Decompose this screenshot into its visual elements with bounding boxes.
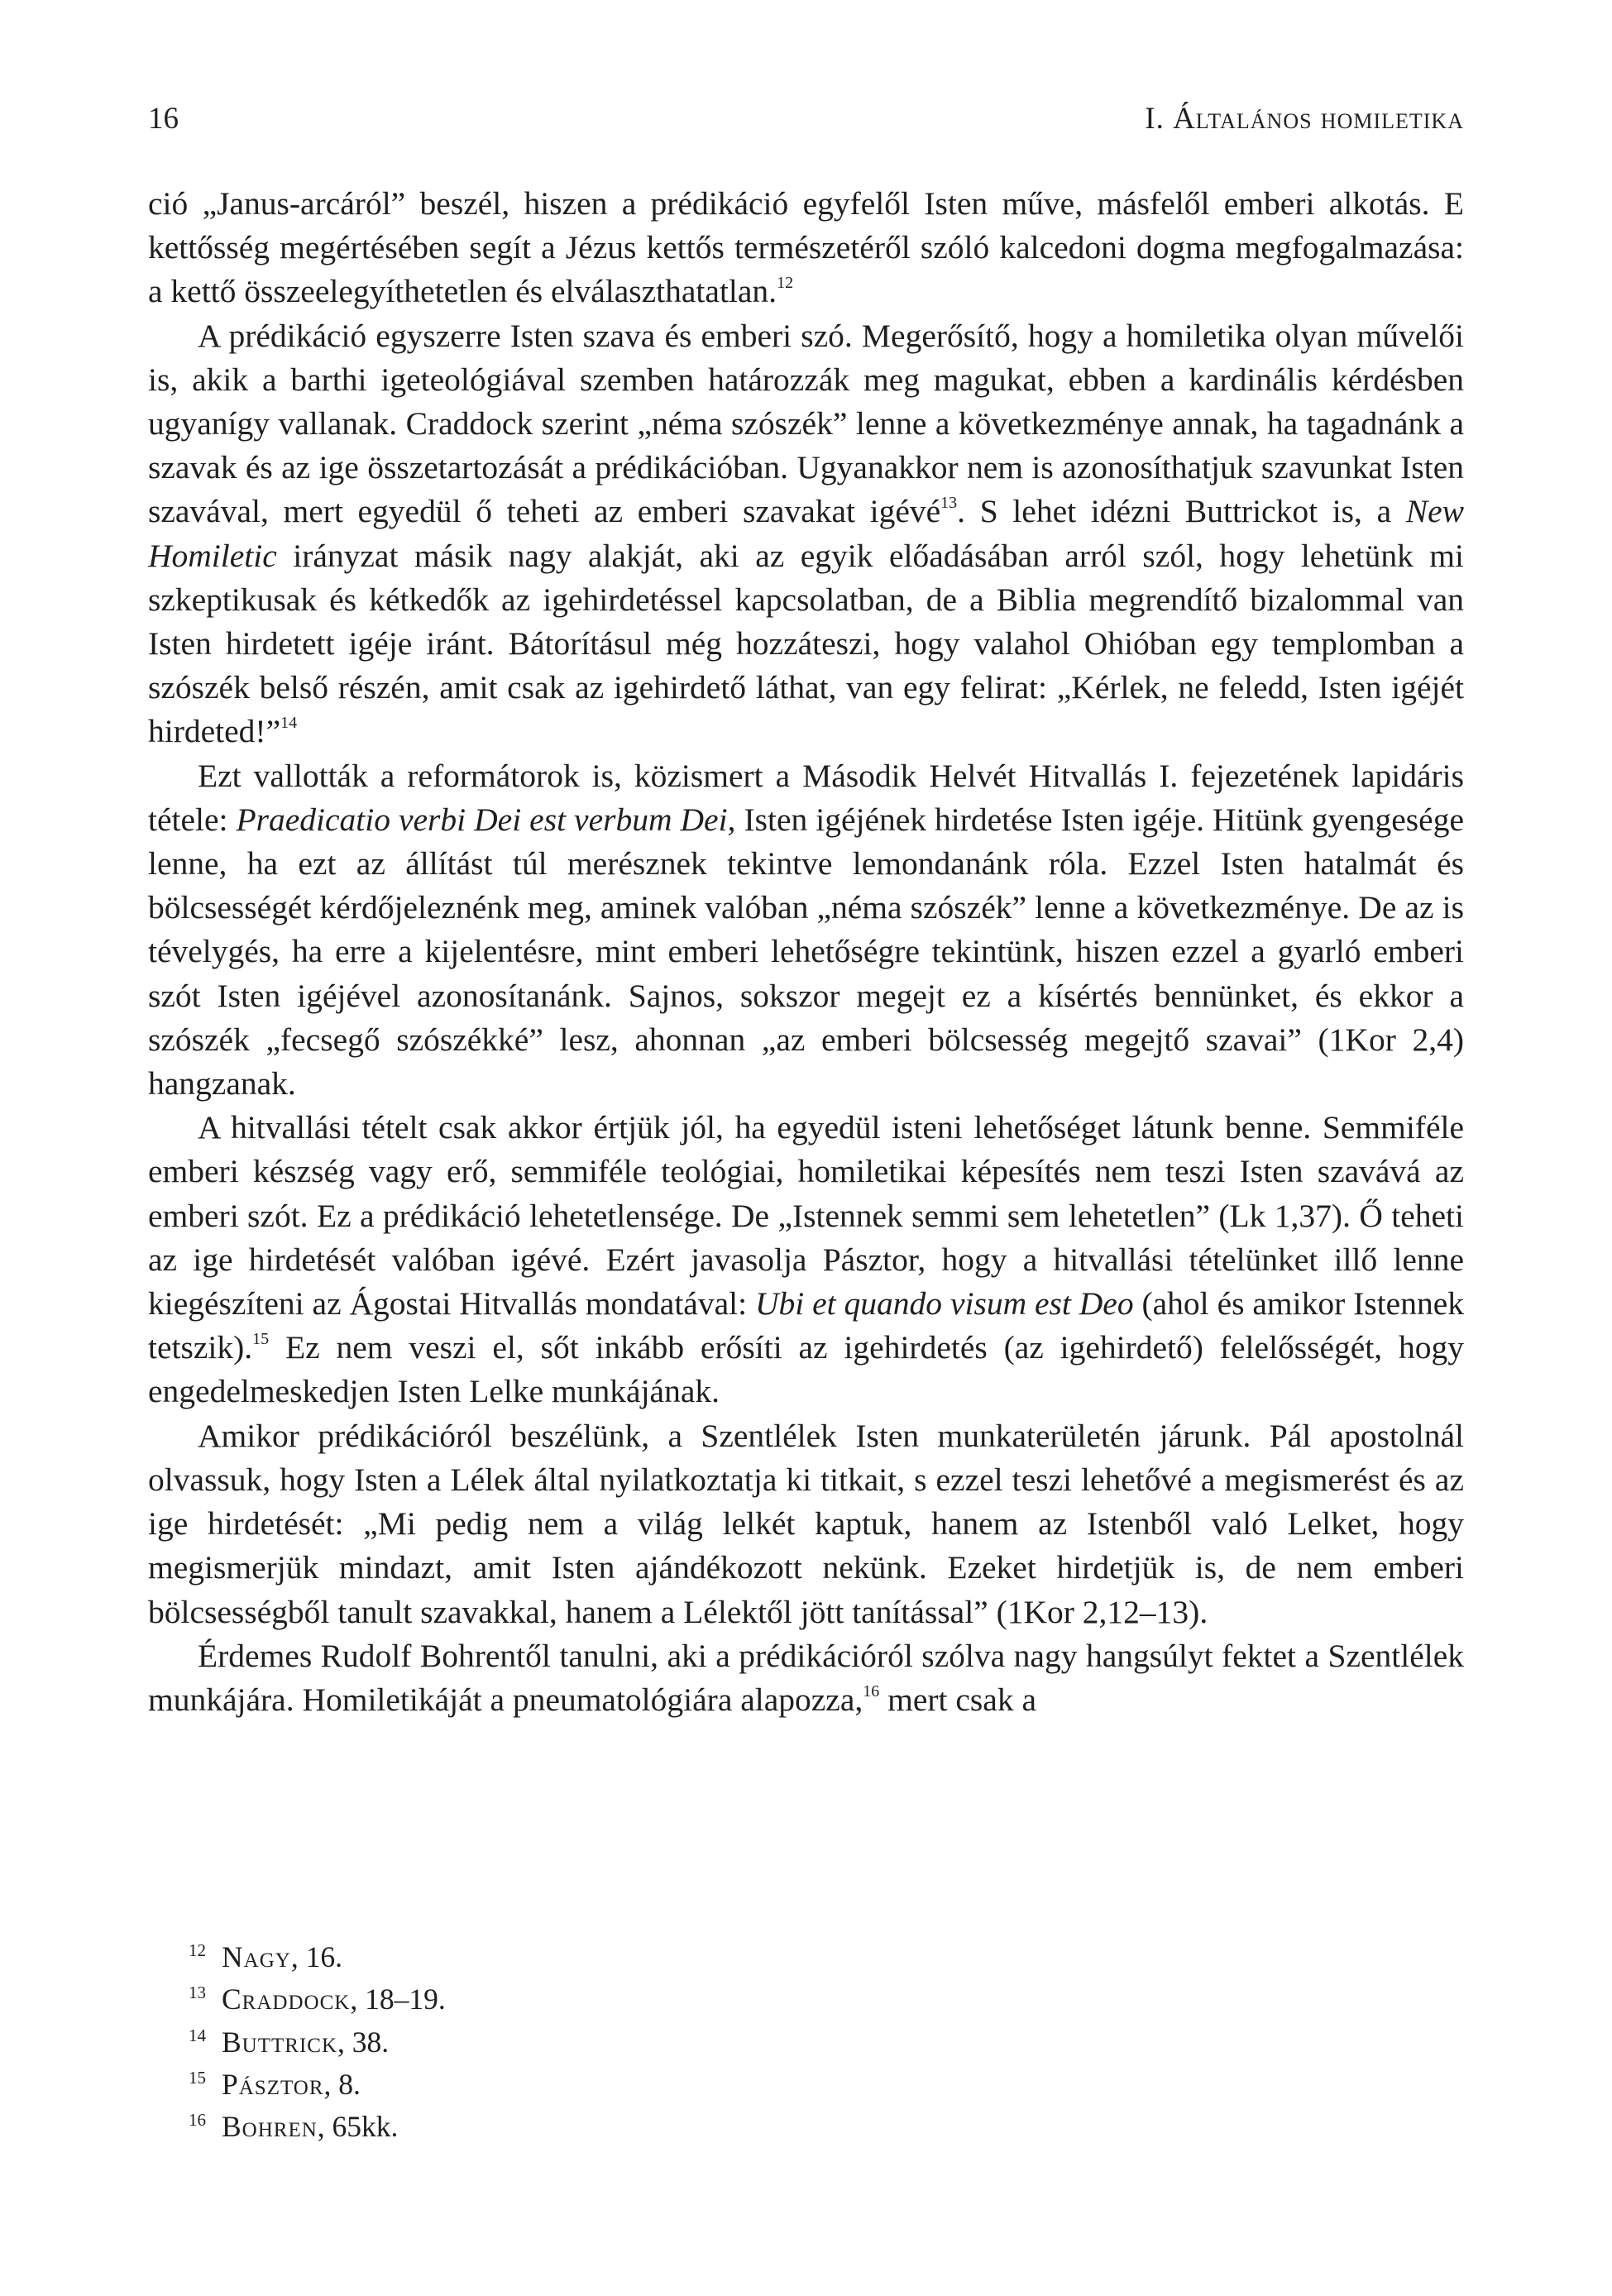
footnote-author: Pásztor [222, 2067, 324, 2101]
footnote-14: 14 Buttrick, 38. [189, 2025, 390, 2059]
paragraph-1: ció „Janus-arcáról” beszél, hiszen a prédikáció egyfelől Isten műve, másfelől emberi alkotás. E kettősség megértésében segít a Jézus kettős természetéről szóló kalcedoni dogma megfogalmazása: a kettő összeelegyíthetetlen és elválaszthatatlan.$^{12}$ [148, 185, 1464, 310]
footnote-author: Craddock [222, 1983, 351, 2016]
running-title: I. Általános homiletika [1145, 102, 1464, 136]
footnote-reference: , 38. [337, 2025, 390, 2059]
page-header [148, 94, 1464, 144]
paragraph-4: A hitvallási tételt csak akkor értjük jól, ha egyedül isteni lehetőséget látunk benne. Semmiféle emberi készség vagy erő, semmiféle teológiai, homiletikai képesítés nem teszi Isten szavává az emberi szót. Ez a prédikáció lehetetlensége. De „Istennek semmi sem lehetetlen” (Lk 1,37). Ő teheti az ige hirdetését valóban igévé. Ezért javasolja Pásztor, hogy a hitvallási tételünket illő lenne kiegészíteni az Ágostai Hitvallás mondatával: Ubi et quando visum est Deo (ahol és amikor Istennek tetszik).$^{15}$ Ez nem veszi el, sőt inkább erősíti az igehirdetés (az igehirdető) felelősségét, hogy engedelmeskedjen Isten Lelke munkájának. [148, 1109, 1464, 1410]
footnote-reference: , 16. [290, 1940, 342, 1973]
emphasis-latin-quote: Ubi et quando visum est Deo [754, 1285, 1134, 1323]
footnote-author: Bohren [222, 2110, 318, 2144]
paragraph-2: A prédikáció egyszerre Isten szava és emberi szó. Megerősítő, hogy a homiletika olyan művelői is, akik a barthi igeteológiával szemben határozzák meg magukat, ebben a kardinális kérdésben ugyanígy vallanak. Craddock szerint „néma szószék” lenne a következménye annak, ha tagadnánk a szavak és az ige összetartozását a prédikációban. Ugyanakkor nem is azonosíthatjuk szavunkat Isten szavával, mert egyedül ő teheti az emberi szavakat igévé$^{13}$. S lehet idézni Buttrickot is, a New Homiletic irányzat másik nagy alakját, aki az egyik előadásában arról szól, hogy lehetünk mi szkeptikusak és kétkedők az igehirdetéssel kapcsolatban, de a Biblia megrendítő bizalommal van Isten hirdetett igéje iránt. Bátorításul még hozzáteszi, hogy valahol Ohióban egy templomban a szószék belső részén, amit csak az igehirdető láthat, van egy felirat: „Kérlek, ne feledd, Isten igéjét hirdeted!”$^{14}$ [148, 317, 1464, 750]
page-number: 16 [148, 102, 179, 136]
emphasis-latin-quote: Praedicatio verbi Dei est verbum Dei, [236, 801, 736, 838]
footnote-15: 15 Pásztor, 8. [189, 2067, 361, 2101]
footnote-ref-15[interactable]: 15 [252, 1330, 270, 1349]
paragraph-5: Amikor prédikációról beszélünk, a Szentlélek Isten munkaterületén járunk. Pál apostolnál olvassuk, hogy Isten a Lélek által nyilatkoztatja ki titkait, s ezzel teszi lehetővé a megismerést és az ige hirdetését: „Mi pedig nem a világ lelkét kaptuk, hanem az Istenből való Lelket, hogy megismerjük mindazt, amit Isten ajándékozott nekünk. Ezeket hirdetjük is, de nem emberi bölcsességből tanult szavakkal, hanem a Lélektől jött tanítással” (1Kor 2,12–13). [148, 1417, 1464, 1630]
footnote-reference: , 18–19. [350, 1983, 446, 2016]
paragraph-6: Érdemes Rudolf Bohrentől tanulni, aki a prédikációról szólva nagy hangsúlyt fektet a Szentlélek munkájára. Homiletikáját a pneumatológiára alapozza,$^{16}$ mert csak a [148, 1637, 1464, 1718]
body-text [148, 182, 1464, 1722]
footnote-reference: , 8. [323, 2067, 361, 2101]
footnote-ref-13[interactable]: 13 [940, 494, 958, 513]
footnotes [189, 1936, 446, 2148]
footnote-ref-12[interactable]: 12 [777, 274, 794, 293]
footnote-reference: , 65kk. [317, 2110, 399, 2144]
emphasis-new-homiletic: New Homiletic [148, 493, 1464, 574]
footnote-16: 16 Bohren, 65kk. [189, 2110, 399, 2144]
footnote-12: 12 Nagy, 16. [189, 1940, 342, 1973]
footnote-ref-16[interactable]: 16 [863, 1681, 880, 1700]
footnote-author: Buttrick [222, 2025, 338, 2059]
paragraph-3: Ezt vallották a reformátorok is, közismert a Második Helvét Hitvallás I. fejezetének lapidáris tétele: Praedicatio verbi Dei est verbum Dei, Isten igéjének hirdetése Isten igéje. Hitünk gyengesége lenne, ha ezt az állítást túl merésznek tekintve lemondanánk róla. Ezzel Isten hatalmát és bölcsességét kérdőjeleznénk meg, aminek valóban „néma szószék” lenne a következménye. De az is tévelygés, ha erre a kijelentésre, mint emberi lehetőségre tekintünk, hiszen ezzel a gyarló emberi szót Isten igéjével azonosítanánk. Sajnos, sokszor megejt ez a kísértés bennünket, és ekkor a szószék „fecsegő szószékké” lesz, ahonnan „az emberi bölcsesség megejtő szavai” (1Kor 2,4) hangzanak. [148, 757, 1464, 1103]
footnote-13: 13 Craddock, 18–19. [189, 1983, 446, 2016]
footnote-author: Nagy [222, 1940, 291, 1973]
footnote-ref-14[interactable]: 14 [280, 714, 298, 733]
